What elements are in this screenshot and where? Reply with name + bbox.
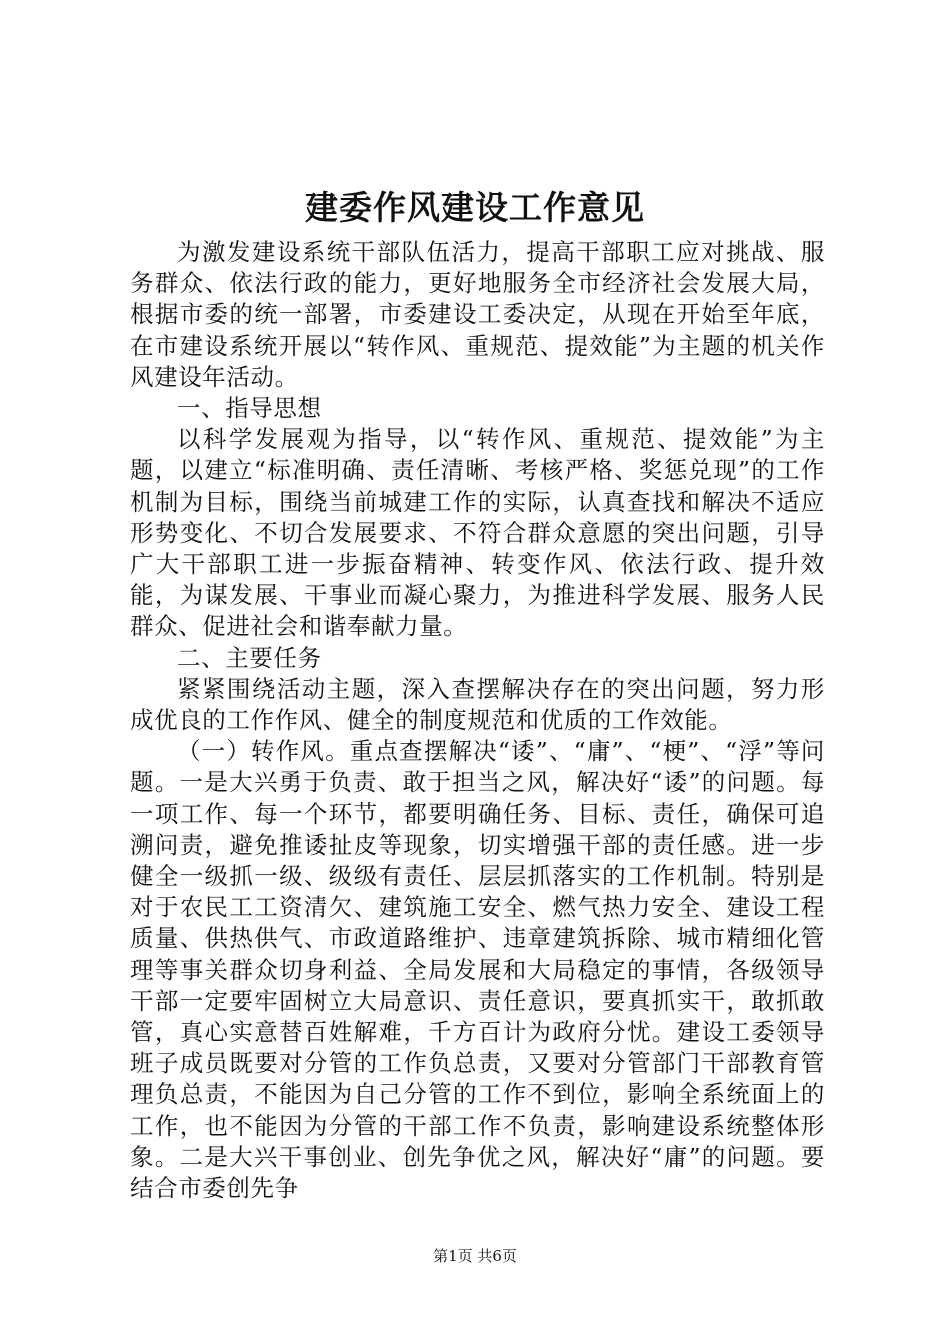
document-title: 建委作风建设工作意见 [305, 188, 645, 227]
paragraph-task-one: （一）转作风。重点查摆解决“诿”、“庸”、“梗”、“浮”等问题。一是大兴勇于负责、敢于担当之风，解决好“诿”的问题。每一项工作、每一个环节，都要明确任务、目标、责任，确保可追溯问责，避免推诿扯皮等现象，切实增强干部的责任感。进一步健全一级抓一级、级级有责任、层层抓落实的工作机制。特别是对于农民工工资清欠、建筑施工安全、燃气热力安全、建设工程质量、供热供气、市政道路维护、违章建筑拆除、城市精细化管理等事关群众切身利益、全局发展和大局稳定的事情，各级领导干部一定要牢固树立大局意识、责任意识，要真抓实干，敢抓敢管，真心实意替百姓解难，千方百计为政府分忧。建设工委领导班子成员既要对分管的工作负总责，又要对分管部门干部教育管理负总责，不能因为自己分管的工作不到位，影响全系统面上的工作，也不能因为分管的干部工作不负责，影响建设系统整体形象。二是大兴干事创业、创先争优之风，解决好“庸”的问题。要结合市委创先争 [130, 737, 825, 1203]
paragraph-main-tasks: 紧紧围绕活动主题，深入查摆解决存在的突出问题，努力形成优良的工作作风、健全的制度规范和优质的工作效能。 [130, 674, 825, 735]
paragraph-intro: 为激发建设系统干部队伍活力，提高干部职工应对挑战、服务群众、依法行政的能力，更好地服务全市经济社会发展大局，根据市委的统一部署，市委建设工委决定，从现在开始至年底，在市建设系统开展以“转作风、重规范、提效能”为主题的机关作风建设年活动。 [130, 238, 825, 391]
page-number: 第1页 共6页 [433, 1247, 517, 1265]
document-body [130, 237, 825, 1204]
section-heading-guiding-ideology: 一、指导思想 [177, 394, 322, 423]
paragraph-guiding-ideology: 以科学发展观为指导，以“转作风、重规范、提效能”为主题，以建立“标准明确、责任清晰、考核严格、奖惩兑现”的工作机制为目标，围绕当前城建工作的实际，认真查找和解决不适应形势变化、不切合发展要求、不符合群众意愿的突出问题，引导广大干部职工进一步振奋精神、转变作风、依法行政、提升效能，为谋发展、干事业而凝心聚力，为推进科学发展、服务人民群众、促进社会和谐奉献力量。 [130, 425, 825, 641]
section-heading-main-tasks: 二、主要任务 [177, 643, 322, 672]
